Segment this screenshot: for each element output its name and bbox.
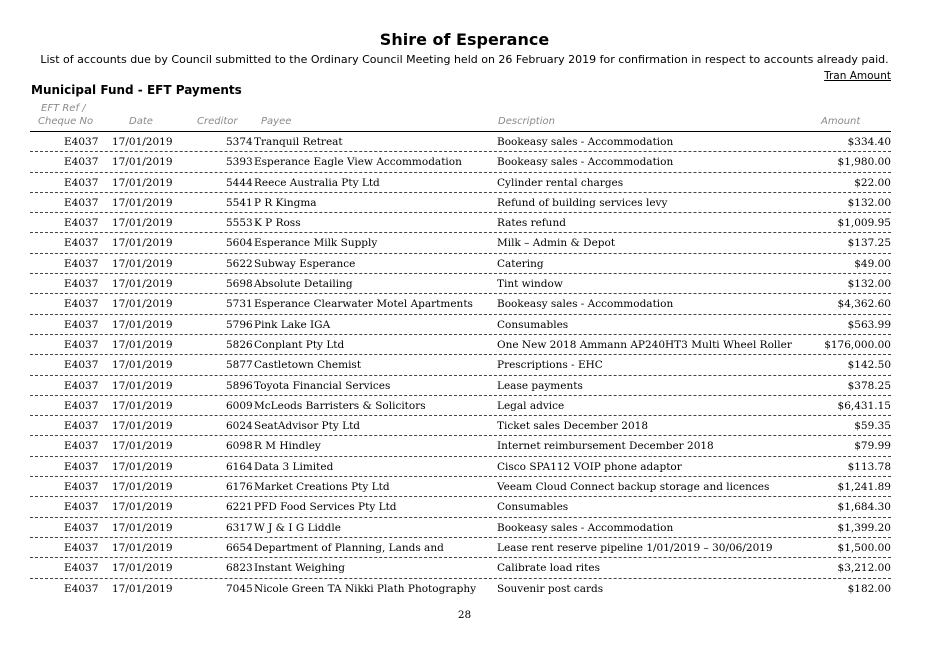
cell-amount: $176,000.00 [824,338,891,351]
cell-description: Internet reimbursement December 2018 [497,440,714,453]
cell-date: 17/01/2019 [112,481,173,494]
cell-amount: $142.50 [847,359,891,372]
table-row [30,518,891,538]
cell-ref: E4037 [64,257,99,270]
column-header-ref-line2: Cheque No [38,116,94,127]
cell-amount: $6,431.15 [837,399,891,412]
table-row [30,152,891,172]
table-row [30,294,891,314]
cell-date: 17/01/2019 [112,562,173,575]
cell-payee: Esperance Clearwater Motel Apartments [254,298,473,311]
cell-description: Legal advice [497,399,565,412]
cell-description: Bookeasy sales - Accommodation [497,136,674,148]
cell-ref: E4037 [64,440,99,453]
cell-date: 17/01/2019 [112,460,173,473]
cell-ref: E4037 [64,176,99,189]
cell-creditor: 5896 [226,379,253,392]
cell-description: Consumables [497,318,569,331]
cell-description: Consumables [497,501,569,514]
cell-amount: $1,684.30 [837,501,891,514]
cell-date: 17/01/2019 [112,379,173,392]
cell-payee: Pink Lake IGA [254,318,331,331]
table-row [30,436,891,456]
cell-payee: Nicole Green TA Nikki Plath Photography [254,582,477,595]
cell-payee: K P Ross [254,217,301,230]
cell-payee: Esperance Milk Supply [254,237,378,250]
table-row [30,558,891,578]
cell-description: Rates refund [497,217,566,230]
cell-creditor: 5826 [226,338,253,351]
cell-creditor: 6176 [226,481,253,494]
table-row [30,477,891,497]
cell-creditor: 5553 [226,217,253,230]
cell-creditor: 5796 [226,318,253,331]
cell-amount: $113.78 [847,460,891,473]
cell-date: 17/01/2019 [112,420,173,433]
column-header-date: Date [129,116,153,127]
cell-payee: Conplant Pty Ltd [254,338,345,351]
cell-amount: $22.00 [854,176,891,189]
cell-ref: E4037 [64,582,99,595]
page-number: 28 [457,609,472,621]
document-subtitle: List of accounts due by Council submitted to the Ordinary Council Meeting held on 26 February 2019 for confirmation in respect to accounts already paid. [40,53,889,66]
cell-creditor: 6317 [226,521,253,534]
table-row [30,416,891,436]
cell-description: Calibrate load rites [497,562,600,575]
cell-date: 17/01/2019 [112,196,173,209]
cell-amount: $1,980.00 [837,156,891,169]
cell-ref: E4037 [64,399,99,412]
cell-payee: Esperance Eagle View Accommodation [254,156,462,169]
cell-creditor: 5698 [226,278,253,291]
table-row [30,233,891,253]
table-row [30,213,891,233]
cell-description: Prescriptions - EHC [497,359,603,372]
cell-amount: $49.00 [854,257,891,270]
table-row [30,254,891,274]
cell-creditor: 7045 [226,582,253,595]
cell-amount: $334.40 [847,136,891,148]
cell-ref: E4037 [64,298,99,311]
cell-date: 17/01/2019 [112,217,173,230]
cell-date: 17/01/2019 [112,298,173,311]
cell-date: 17/01/2019 [112,318,173,331]
cell-creditor: 5622 [226,257,253,270]
cell-description: Bookeasy sales - Accommodation [497,298,674,311]
cell-ref: E4037 [64,278,99,291]
cell-ref: E4037 [64,136,99,148]
cell-date: 17/01/2019 [112,338,173,351]
cell-creditor: 6024 [226,420,253,433]
cell-ref: E4037 [64,460,99,473]
cell-amount: $132.00 [847,196,891,209]
cell-amount: $1,500.00 [837,541,891,554]
cell-ref: E4037 [64,196,99,209]
document-title: Shire of Esperance [379,30,550,49]
cell-description: Souvenir post cards [497,582,604,595]
cell-ref: E4037 [64,420,99,433]
cell-amount: $563.99 [847,318,891,331]
column-header-creditor: Creditor [197,116,238,127]
cell-description: Cylinder rental charges [497,176,624,189]
cell-payee: Absolute Detailing [254,278,353,291]
table-row [30,132,891,152]
cell-creditor: 6654 [226,541,253,554]
cell-creditor: 5444 [226,176,253,189]
cell-creditor: 5877 [226,359,253,372]
cell-payee: Tranquil Retreat [254,136,343,148]
cell-description: Tint window [497,278,563,291]
cell-creditor: 6164 [226,460,253,473]
cell-description: One New 2018 Ammann AP240HT3 Multi Wheel Roller [497,338,792,351]
cell-ref: E4037 [64,237,99,250]
cell-ref: E4037 [64,481,99,494]
cell-creditor: 5393 [226,156,253,169]
cell-date: 17/01/2019 [112,582,173,595]
cell-date: 17/01/2019 [112,541,173,554]
cell-ref: E4037 [64,338,99,351]
cell-ref: E4037 [64,541,99,554]
cell-creditor: 5731 [226,298,253,311]
cell-ref: E4037 [64,156,99,169]
cell-payee: SeatAdvisor Pty Ltd [254,420,361,433]
column-header-payee: Payee [261,116,292,127]
column-header-amount: Amount [821,116,861,127]
cell-amount: $132.00 [847,278,891,291]
cell-payee: W J & I G Liddle [254,521,341,534]
cell-amount: $378.25 [847,379,891,392]
cell-amount: $79.99 [854,440,891,453]
cell-creditor: 5604 [226,237,253,250]
table-row [30,193,891,213]
column-header-description: Description [498,116,555,127]
table-row [30,173,891,193]
cell-amount: $137.25 [847,237,891,250]
cell-payee: Instant Weighing [254,562,345,575]
cell-payee: Castletown Chemist [254,359,362,372]
cell-creditor: 6221 [226,501,253,514]
cell-ref: E4037 [64,359,99,372]
table-row [30,457,891,477]
cell-payee: Market Creations Pty Ltd [254,481,390,494]
cell-payee: McLeods Barristers & Solicitors [254,399,426,412]
cell-creditor: 5374 [226,136,253,148]
cell-description: Lease payments [497,379,583,392]
cell-amount: $182.00 [847,582,891,595]
cell-description: Lease rent reserve pipeline 1/01/2019 – 30/06/2019 [497,541,773,554]
column-header-ref-line1: EFT Ref / [41,103,86,114]
cell-payee: Subway Esperance [254,257,356,270]
fund-heading: Municipal Fund - EFT Payments [31,83,242,97]
cell-payee: Department of Planning, Lands and [254,541,444,554]
cell-date: 17/01/2019 [112,521,173,534]
cell-creditor: 6009 [226,399,253,412]
cell-ref: E4037 [64,217,99,230]
cell-date: 17/01/2019 [112,237,173,250]
cell-payee: Data 3 Limited [254,460,334,473]
cell-creditor: 6098 [226,440,253,453]
cell-description: Catering [497,257,544,270]
cell-date: 17/01/2019 [112,176,173,189]
cell-payee: P R Kingma [254,196,317,209]
cell-ref: E4037 [64,318,99,331]
cell-creditor: 5541 [226,196,253,209]
cell-description: Refund of building services levy [497,196,668,209]
cell-date: 17/01/2019 [112,156,173,169]
table-row [30,274,891,294]
table-row [30,497,891,517]
cell-amount: $59.35 [854,420,891,433]
table-row [30,376,891,396]
table-row [30,335,891,355]
table-row [30,355,891,375]
cell-date: 17/01/2019 [112,136,173,148]
cell-amount: $3,212.00 [837,562,891,575]
cell-date: 17/01/2019 [112,501,173,514]
cell-description: Veeam Cloud Connect backup storage and licences [497,481,770,494]
tran-amount-label: Tran Amount [824,70,891,82]
table-row [30,315,891,335]
cell-description: Bookeasy sales - Accommodation [497,521,674,534]
cell-payee: R M Hindley [254,440,321,453]
cell-description: Ticket sales December 2018 [497,420,649,433]
cell-ref: E4037 [64,562,99,575]
cell-date: 17/01/2019 [112,399,173,412]
cell-date: 17/01/2019 [112,440,173,453]
cell-ref: E4037 [64,501,99,514]
cell-date: 17/01/2019 [112,278,173,291]
cell-date: 17/01/2019 [112,359,173,372]
table-row [30,538,891,558]
cell-amount: $1,009.95 [837,217,891,230]
cell-ref: E4037 [64,379,99,392]
cell-payee: Reece Australia Pty Ltd [254,176,380,189]
payments-table [30,132,891,599]
cell-creditor: 6823 [226,562,253,575]
cell-amount: $1,399.20 [837,521,891,534]
cell-date: 17/01/2019 [112,257,173,270]
cell-ref: E4037 [64,521,99,534]
cell-amount: $4,362.60 [837,298,891,311]
cell-payee: Toyota Financial Services [254,379,391,392]
cell-description: Bookeasy sales - Accommodation [497,156,674,169]
cell-amount: $1,241.89 [837,481,891,494]
cell-description: Cisco SPA112 VOIP phone adaptor [497,460,682,473]
cell-payee: PFD Food Services Pty Ltd [254,501,397,514]
cell-description: Milk – Admin & Depot [497,237,616,250]
table-row [30,579,891,599]
table-row [30,396,891,416]
